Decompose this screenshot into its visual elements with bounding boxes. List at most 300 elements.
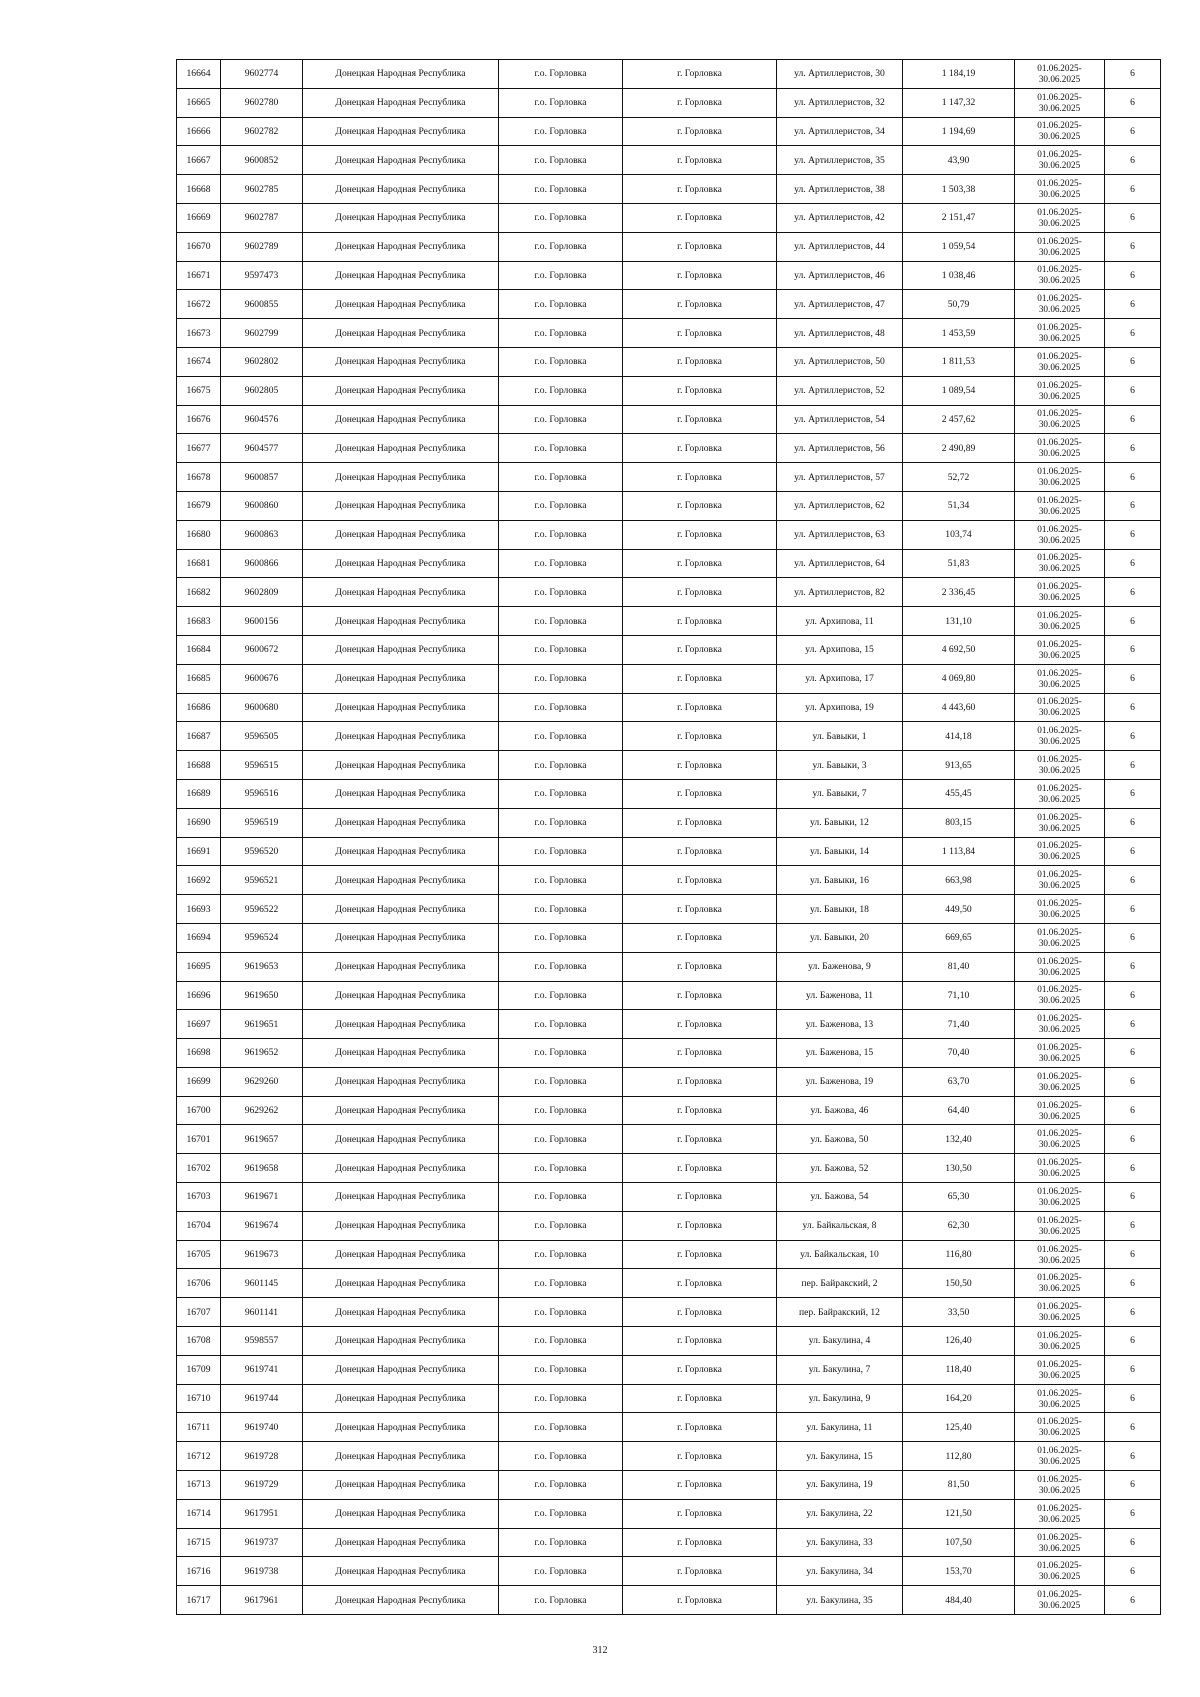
- table-row: [177, 232, 1161, 261]
- period-end: 30.06.2025: [1038, 1571, 1081, 1582]
- area-cell: 1 113,84: [903, 837, 1015, 866]
- area-cell: 51,83: [903, 549, 1015, 578]
- period-end: 30.06.2025: [1038, 966, 1081, 977]
- table-row: [177, 203, 1161, 232]
- period-start: 01.06.2025-: [1037, 984, 1082, 995]
- region-cell: Донецкая Народная Республика: [303, 434, 499, 463]
- table-row: [177, 261, 1161, 290]
- table-row: [177, 1154, 1161, 1183]
- period-cell: [1015, 1327, 1105, 1356]
- area-cell: 121,50: [903, 1499, 1015, 1528]
- region-cell: Донецкая Народная Республика: [303, 261, 499, 290]
- value-cell: 6: [1105, 1384, 1161, 1413]
- district-cell: г.о. Горловка: [499, 1557, 623, 1586]
- period-end: 30.06.2025: [1038, 880, 1081, 891]
- table-row: [177, 1039, 1161, 1068]
- table-row: [177, 1586, 1161, 1615]
- city-cell: г. Горловка: [623, 117, 777, 146]
- region-cell: Донецкая Народная Республика: [303, 520, 499, 549]
- row-number-cell: 16706: [177, 1269, 221, 1298]
- object-code-cell: 9619650: [221, 981, 303, 1010]
- period-cell: [1015, 175, 1105, 204]
- period-end: 30.06.2025: [1038, 793, 1081, 804]
- address-cell: ул. Артиллеристов, 38: [777, 175, 903, 204]
- region-cell: Донецкая Народная Республика: [303, 203, 499, 232]
- period-cell: [1015, 1039, 1105, 1068]
- period-end: 30.06.2025: [1038, 1484, 1081, 1495]
- period-end: 30.06.2025: [1038, 1225, 1081, 1236]
- object-code-cell: 9619740: [221, 1413, 303, 1442]
- period-cell: [1015, 808, 1105, 837]
- object-code-cell: 9600855: [221, 290, 303, 319]
- period-start: 01.06.2025-: [1037, 610, 1082, 621]
- period-cell: [1015, 693, 1105, 722]
- district-cell: г.о. Горловка: [499, 376, 623, 405]
- table-row: [177, 319, 1161, 348]
- address-cell: ул. Архипова, 15: [777, 635, 903, 664]
- value-cell: 6: [1105, 175, 1161, 204]
- region-cell: Донецкая Народная Республика: [303, 549, 499, 578]
- area-cell: 1 503,38: [903, 175, 1015, 204]
- district-cell: г.о. Горловка: [499, 607, 623, 636]
- period-start: 01.06.2025-: [1037, 1560, 1082, 1571]
- address-cell: ул. Артиллеристов, 57: [777, 463, 903, 492]
- address-cell: ул. Бакулина, 19: [777, 1471, 903, 1500]
- district-cell: г.о. Горловка: [499, 1471, 623, 1500]
- city-cell: г. Горловка: [623, 434, 777, 463]
- table-row: [177, 1067, 1161, 1096]
- period-end: 30.06.2025: [1038, 477, 1081, 488]
- table-row: [177, 175, 1161, 204]
- region-cell: Донецкая Народная Республика: [303, 693, 499, 722]
- region-cell: Донецкая Народная Республика: [303, 232, 499, 261]
- region-cell: Донецкая Народная Республика: [303, 1183, 499, 1212]
- region-cell: Донецкая Народная Республика: [303, 1269, 499, 1298]
- period-cell: [1015, 347, 1105, 376]
- period-cell: [1015, 923, 1105, 952]
- row-number-cell: 16666: [177, 117, 221, 146]
- area-cell: 153,70: [903, 1557, 1015, 1586]
- address-cell: ул. Бавыки, 1: [777, 722, 903, 751]
- city-cell: г. Горловка: [623, 1298, 777, 1327]
- address-cell: ул. Бажова, 50: [777, 1125, 903, 1154]
- region-cell: Донецкая Народная Республика: [303, 1499, 499, 1528]
- period-start: 01.06.2025-: [1037, 494, 1082, 505]
- period-cell: [1015, 952, 1105, 981]
- region-cell: Донецкая Народная Республика: [303, 1010, 499, 1039]
- area-cell: 1 184,19: [903, 60, 1015, 89]
- district-cell: г.о. Горловка: [499, 405, 623, 434]
- area-cell: 1 147,32: [903, 88, 1015, 117]
- period-cell: [1015, 1557, 1105, 1586]
- period-end: 30.06.2025: [1038, 621, 1081, 632]
- address-cell: ул. Артиллеристов, 64: [777, 549, 903, 578]
- city-cell: г. Горловка: [623, 981, 777, 1010]
- region-cell: Донецкая Народная Республика: [303, 808, 499, 837]
- object-code-cell: 9596520: [221, 837, 303, 866]
- city-cell: г. Горловка: [623, 1269, 777, 1298]
- city-cell: г. Горловка: [623, 1125, 777, 1154]
- row-number-cell: 16682: [177, 578, 221, 607]
- city-cell: г. Горловка: [623, 866, 777, 895]
- period-start: 01.06.2025-: [1037, 1473, 1082, 1484]
- period-start: 01.06.2025-: [1037, 926, 1082, 937]
- period-end: 30.06.2025: [1038, 160, 1081, 171]
- value-cell: 6: [1105, 434, 1161, 463]
- period-cell: [1015, 837, 1105, 866]
- city-cell: г. Горловка: [623, 1096, 777, 1125]
- period-end: 30.06.2025: [1038, 1196, 1081, 1207]
- period-start: 01.06.2025-: [1037, 350, 1082, 361]
- address-cell: ул. Байкальская, 8: [777, 1211, 903, 1240]
- period-end: 30.06.2025: [1038, 333, 1081, 344]
- region-cell: Донецкая Народная Республика: [303, 60, 499, 89]
- period-end: 30.06.2025: [1038, 1456, 1081, 1467]
- value-cell: 6: [1105, 1269, 1161, 1298]
- area-cell: 131,10: [903, 607, 1015, 636]
- row-number-cell: 16676: [177, 405, 221, 434]
- district-cell: г.о. Горловка: [499, 1010, 623, 1039]
- object-code-cell: 9600680: [221, 693, 303, 722]
- city-cell: г. Горловка: [623, 232, 777, 261]
- row-number-cell: 16664: [177, 60, 221, 89]
- area-cell: 1 059,54: [903, 232, 1015, 261]
- district-cell: г.о. Горловка: [499, 347, 623, 376]
- row-number-cell: 16678: [177, 463, 221, 492]
- period-start: 01.06.2025-: [1037, 408, 1082, 419]
- object-code-cell: 9601145: [221, 1269, 303, 1298]
- region-cell: Донецкая Народная Республика: [303, 1557, 499, 1586]
- period-start: 01.06.2025-: [1037, 1329, 1082, 1340]
- row-number-cell: 16671: [177, 261, 221, 290]
- area-cell: 1 194,69: [903, 117, 1015, 146]
- period-start: 01.06.2025-: [1037, 1214, 1082, 1225]
- area-cell: 164,20: [903, 1384, 1015, 1413]
- period-end: 30.06.2025: [1038, 304, 1081, 315]
- value-cell: 6: [1105, 1557, 1161, 1586]
- district-cell: г.о. Горловка: [499, 837, 623, 866]
- address-cell: ул. Артиллеристов, 50: [777, 347, 903, 376]
- row-number-cell: 16697: [177, 1010, 221, 1039]
- object-code-cell: 9617961: [221, 1586, 303, 1615]
- period-cell: [1015, 578, 1105, 607]
- area-cell: 81,40: [903, 952, 1015, 981]
- row-number-cell: 16677: [177, 434, 221, 463]
- district-cell: г.о. Горловка: [499, 923, 623, 952]
- value-cell: 6: [1105, 290, 1161, 319]
- district-cell: г.о. Горловка: [499, 1413, 623, 1442]
- address-cell: ул. Бавыки, 12: [777, 808, 903, 837]
- period-end: 30.06.2025: [1038, 822, 1081, 833]
- table-row: [177, 1096, 1161, 1125]
- district-cell: г.о. Горловка: [499, 1096, 623, 1125]
- object-code-cell: 9617951: [221, 1499, 303, 1528]
- period-cell: [1015, 981, 1105, 1010]
- value-cell: 6: [1105, 1010, 1161, 1039]
- address-cell: ул. Артиллеристов, 46: [777, 261, 903, 290]
- object-code-cell: 9619673: [221, 1240, 303, 1269]
- value-cell: 6: [1105, 1499, 1161, 1528]
- period-start: 01.06.2025-: [1037, 840, 1082, 851]
- table-row: [177, 952, 1161, 981]
- row-number-cell: 16696: [177, 981, 221, 1010]
- table-row: [177, 1442, 1161, 1471]
- period-end: 30.06.2025: [1038, 1513, 1081, 1524]
- area-cell: 663,98: [903, 866, 1015, 895]
- region-cell: Донецкая Народная Республика: [303, 578, 499, 607]
- address-cell: ул. Артиллеристов, 32: [777, 88, 903, 117]
- period-end: 30.06.2025: [1038, 217, 1081, 228]
- table-row: [177, 779, 1161, 808]
- period-end: 30.06.2025: [1038, 189, 1081, 200]
- period-end: 30.06.2025: [1038, 736, 1081, 747]
- row-number-cell: 16665: [177, 88, 221, 117]
- object-code-cell: 9629262: [221, 1096, 303, 1125]
- address-cell: ул. Артиллеристов, 63: [777, 520, 903, 549]
- value-cell: 6: [1105, 203, 1161, 232]
- area-cell: 1 089,54: [903, 376, 1015, 405]
- address-cell: ул. Бажова, 54: [777, 1183, 903, 1212]
- period-start: 01.06.2025-: [1037, 206, 1082, 217]
- district-cell: г.о. Горловка: [499, 981, 623, 1010]
- row-number-cell: 16668: [177, 175, 221, 204]
- object-code-cell: 9602789: [221, 232, 303, 261]
- object-code-cell: 9604576: [221, 405, 303, 434]
- object-code-cell: 9619728: [221, 1442, 303, 1471]
- period-start: 01.06.2025-: [1037, 293, 1082, 304]
- period-end: 30.06.2025: [1038, 246, 1081, 257]
- area-cell: 71,10: [903, 981, 1015, 1010]
- table-row: [177, 1183, 1161, 1212]
- period-end: 30.06.2025: [1038, 678, 1081, 689]
- address-cell: ул. Артиллеристов, 52: [777, 376, 903, 405]
- period-end: 30.06.2025: [1038, 1254, 1081, 1265]
- object-code-cell: 9602785: [221, 175, 303, 204]
- region-cell: Донецкая Народная Республика: [303, 1298, 499, 1327]
- period-cell: [1015, 1010, 1105, 1039]
- district-cell: г.о. Горловка: [499, 952, 623, 981]
- value-cell: 6: [1105, 1039, 1161, 1068]
- value-cell: 6: [1105, 607, 1161, 636]
- area-cell: 125,40: [903, 1413, 1015, 1442]
- address-cell: ул. Артиллеристов, 35: [777, 146, 903, 175]
- value-cell: 6: [1105, 232, 1161, 261]
- area-cell: 107,50: [903, 1528, 1015, 1557]
- row-number-cell: 16688: [177, 751, 221, 780]
- period-start: 01.06.2025-: [1037, 1387, 1082, 1398]
- city-cell: г. Горловка: [623, 1586, 777, 1615]
- area-cell: 33,50: [903, 1298, 1015, 1327]
- area-cell: 2 336,45: [903, 578, 1015, 607]
- city-cell: г. Горловка: [623, 578, 777, 607]
- area-cell: 484,40: [903, 1586, 1015, 1615]
- row-number-cell: 16686: [177, 693, 221, 722]
- row-number-cell: 16699: [177, 1067, 221, 1096]
- period-start: 01.06.2025-: [1037, 91, 1082, 102]
- period-end: 30.06.2025: [1038, 1283, 1081, 1294]
- object-code-cell: 9602799: [221, 319, 303, 348]
- period-start: 01.06.2025-: [1037, 322, 1082, 333]
- district-cell: г.о. Горловка: [499, 808, 623, 837]
- period-end: 30.06.2025: [1038, 592, 1081, 603]
- city-cell: г. Горловка: [623, 952, 777, 981]
- value-cell: 6: [1105, 635, 1161, 664]
- object-code-cell: 9604577: [221, 434, 303, 463]
- region-cell: Донецкая Народная Республика: [303, 405, 499, 434]
- row-number-cell: 16712: [177, 1442, 221, 1471]
- area-cell: 1 453,59: [903, 319, 1015, 348]
- value-cell: 6: [1105, 1355, 1161, 1384]
- region-cell: Донецкая Народная Республика: [303, 837, 499, 866]
- value-cell: 6: [1105, 578, 1161, 607]
- district-cell: г.о. Горловка: [499, 88, 623, 117]
- region-cell: Донецкая Народная Республика: [303, 376, 499, 405]
- period-start: 01.06.2025-: [1037, 782, 1082, 793]
- period-cell: [1015, 1499, 1105, 1528]
- table-row: [177, 751, 1161, 780]
- value-cell: 6: [1105, 146, 1161, 175]
- region-cell: Донецкая Народная Республика: [303, 117, 499, 146]
- period-cell: [1015, 117, 1105, 146]
- period-cell: [1015, 635, 1105, 664]
- value-cell: 6: [1105, 808, 1161, 837]
- region-cell: Донецкая Народная Республика: [303, 1413, 499, 1442]
- region-cell: Донецкая Народная Республика: [303, 952, 499, 981]
- row-number-cell: 16714: [177, 1499, 221, 1528]
- object-code-cell: 9619737: [221, 1528, 303, 1557]
- period-start: 01.06.2025-: [1037, 1445, 1082, 1456]
- period-cell: [1015, 1154, 1105, 1183]
- area-cell: 2 151,47: [903, 203, 1015, 232]
- table-row: [177, 405, 1161, 434]
- period-end: 30.06.2025: [1038, 1024, 1081, 1035]
- period-end: 30.06.2025: [1038, 73, 1081, 84]
- region-cell: Донецкая Народная Республика: [303, 722, 499, 751]
- area-cell: 4 069,80: [903, 664, 1015, 693]
- period-cell: [1015, 261, 1105, 290]
- region-cell: Донецкая Народная Республика: [303, 866, 499, 895]
- district-cell: г.о. Горловка: [499, 578, 623, 607]
- period-cell: [1015, 1096, 1105, 1125]
- city-cell: г. Горловка: [623, 895, 777, 924]
- district-cell: г.о. Горловка: [499, 175, 623, 204]
- period-cell: [1015, 520, 1105, 549]
- area-cell: 62,30: [903, 1211, 1015, 1240]
- period-cell: [1015, 319, 1105, 348]
- table-row: [177, 837, 1161, 866]
- period-cell: [1015, 1586, 1105, 1615]
- region-cell: Донецкая Народная Республика: [303, 290, 499, 319]
- object-code-cell: 9619657: [221, 1125, 303, 1154]
- district-cell: г.о. Горловка: [499, 1298, 623, 1327]
- value-cell: 6: [1105, 1211, 1161, 1240]
- city-cell: г. Горловка: [623, 664, 777, 693]
- city-cell: г. Горловка: [623, 607, 777, 636]
- area-cell: 43,90: [903, 146, 1015, 175]
- period-start: 01.06.2025-: [1037, 667, 1082, 678]
- period-start: 01.06.2025-: [1037, 869, 1082, 880]
- table-row: [177, 664, 1161, 693]
- table-row: [177, 1528, 1161, 1557]
- period-start: 01.06.2025-: [1037, 466, 1082, 477]
- city-cell: г. Горловка: [623, 146, 777, 175]
- period-end: 30.06.2025: [1038, 1369, 1081, 1380]
- city-cell: г. Горловка: [623, 779, 777, 808]
- row-number-cell: 16705: [177, 1240, 221, 1269]
- row-number-cell: 16669: [177, 203, 221, 232]
- district-cell: г.о. Горловка: [499, 463, 623, 492]
- value-cell: 6: [1105, 693, 1161, 722]
- district-cell: г.о. Горловка: [499, 866, 623, 895]
- address-cell: ул. Бакулина, 33: [777, 1528, 903, 1557]
- address-cell: ул. Бакулина, 22: [777, 1499, 903, 1528]
- value-cell: 6: [1105, 520, 1161, 549]
- address-cell: ул. Баженова, 19: [777, 1067, 903, 1096]
- period-cell: [1015, 1125, 1105, 1154]
- value-cell: 6: [1105, 491, 1161, 520]
- region-cell: Донецкая Народная Республика: [303, 779, 499, 808]
- region-cell: Донецкая Народная Республика: [303, 1327, 499, 1356]
- region-cell: Донецкая Народная Республика: [303, 1586, 499, 1615]
- object-code-cell: 9602805: [221, 376, 303, 405]
- period-end: 30.06.2025: [1038, 937, 1081, 948]
- period-cell: [1015, 60, 1105, 89]
- period-end: 30.06.2025: [1038, 505, 1081, 516]
- period-end: 30.06.2025: [1038, 275, 1081, 286]
- city-cell: г. Горловка: [623, 1327, 777, 1356]
- object-code-cell: 9602774: [221, 60, 303, 89]
- district-cell: г.о. Горловка: [499, 1528, 623, 1557]
- area-cell: 1 038,46: [903, 261, 1015, 290]
- row-number-cell: 16667: [177, 146, 221, 175]
- region-cell: Донецкая Народная Республика: [303, 607, 499, 636]
- area-cell: 1 811,53: [903, 347, 1015, 376]
- object-code-cell: 9600860: [221, 491, 303, 520]
- row-number-cell: 16679: [177, 491, 221, 520]
- district-cell: г.о. Горловка: [499, 232, 623, 261]
- period-start: 01.06.2025-: [1037, 581, 1082, 592]
- region-cell: Донецкая Народная Республика: [303, 664, 499, 693]
- district-cell: г.о. Горловка: [499, 520, 623, 549]
- period-cell: [1015, 1298, 1105, 1327]
- period-cell: [1015, 1269, 1105, 1298]
- region-cell: Донецкая Народная Республика: [303, 1384, 499, 1413]
- area-cell: 103,74: [903, 520, 1015, 549]
- object-code-cell: 9601141: [221, 1298, 303, 1327]
- value-cell: 6: [1105, 837, 1161, 866]
- district-cell: г.о. Горловка: [499, 1269, 623, 1298]
- period-start: 01.06.2025-: [1037, 1243, 1082, 1254]
- value-cell: 6: [1105, 463, 1161, 492]
- region-cell: Донецкая Народная Республика: [303, 347, 499, 376]
- period-cell: [1015, 1183, 1105, 1212]
- value-cell: 6: [1105, 751, 1161, 780]
- table-row: [177, 347, 1161, 376]
- period-end: 30.06.2025: [1038, 448, 1081, 459]
- region-cell: Донецкая Народная Республика: [303, 1240, 499, 1269]
- city-cell: г. Горловка: [623, 261, 777, 290]
- region-cell: Донецкая Народная Республика: [303, 1067, 499, 1096]
- city-cell: г. Горловка: [623, 1557, 777, 1586]
- address-cell: ул. Бажова, 52: [777, 1154, 903, 1183]
- city-cell: г. Горловка: [623, 463, 777, 492]
- table-row: [177, 693, 1161, 722]
- period-end: 30.06.2025: [1038, 1110, 1081, 1121]
- area-cell: 70,40: [903, 1039, 1015, 1068]
- address-cell: ул. Бавыки, 7: [777, 779, 903, 808]
- area-cell: 71,40: [903, 1010, 1015, 1039]
- city-cell: г. Горловка: [623, 175, 777, 204]
